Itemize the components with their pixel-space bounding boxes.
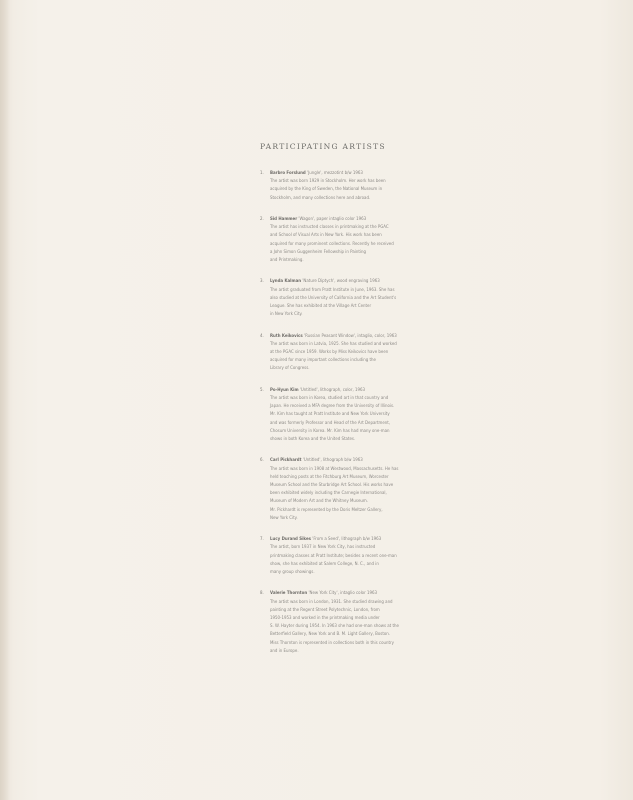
artist-entry [260,535,460,576]
artist-name: Ruth Keikovics [270,332,303,338]
bio-line: held teaching posts at the Fitchburg Art Museum, Worcester [270,473,389,479]
bio-line: The artist was born 1929 in Stockholm. Her work has been [270,178,386,184]
entry-number: 3. [260,278,264,284]
bio-line: The artist graduated from Pratt Institute in June, 1963. She has [270,286,395,292]
artist-name: Carl Pickhardt [270,457,302,463]
bio-line: in New York City. [270,311,303,317]
bio-line: show, she has exhibited at Salem College, N. C., and in [270,560,379,566]
bio-line: The artist was born in Latvia, 1925. She has studied and worked [270,340,397,346]
artist-entry [260,277,460,318]
entry-number: 1. [260,170,264,175]
artwork-title: 'Wagon', paper intaglio color 1963 [298,216,367,221]
entry-headline [270,215,460,223]
bio-line: at the PGAC since 1959. Works by Miss Keikovics have been [270,349,389,355]
artwork-title: 'Russian Peasant Window', intaglio, color, 1963 [303,332,397,338]
entry-headline [270,277,460,285]
artwork-title: 'Untitled', lithograph, color, 1963 [299,386,365,392]
artwork-title: 'Nature Diptych', wood engraving 1963 [302,278,380,284]
bio-line: League. She has exhibited at the Village Art Center [270,303,372,309]
entry-number: 5. [260,386,264,392]
artist-name: Po-Hyun Kim [270,386,299,392]
artist-entries [260,169,460,655]
artist-entry [260,589,460,655]
bio-line: many group showings. [270,569,315,575]
bio-line: The artist has instructed classes in printmaking at the PGAC [270,224,389,230]
bio-line: acquired for many prominent collections. Recently he received [270,240,394,246]
artist-name: Lucy Durand Sikes [270,536,311,542]
bio-line: S. W. Hayter during 1954. In 1963 she had one-man shows at the [270,623,399,629]
bio-line: The artist was born in 1908 at Westwood, Massachusetts. He has [270,465,399,471]
entry-number: 7. [260,536,264,542]
bio-line: and in Europe. [270,647,299,653]
artist-entry [260,169,460,202]
bio-line: The artist was born in Korea, studied art in that country and [270,395,389,401]
entry-headline [270,589,460,597]
bio-line: Betterfield Gallery, New York and B. M. Light Gallery, Boston. [270,631,391,637]
artwork-title: 'From a Seed', lithograph b/w 1963 [312,536,382,542]
bio-line: also studied at the University of California and the Art Student's [270,294,397,300]
bio-line: a John Simon Guggenheim Fellowship in Painting [270,248,366,254]
artist-name: Lynda Kalman [270,278,302,284]
bio-line: printmaking classes at Pratt Institute; besides a recent one-man [270,552,397,558]
artist-entry [260,456,460,522]
bio-line: shows in both Korea and the United States. [270,436,356,442]
bio-line: Museum School and the Sturbridge Art School. His works have [270,482,394,488]
entry-headline [270,332,460,340]
bio-line: The artist was born in London, 1931. She studied drawing and [270,598,393,604]
bio-line: The artist, born 1937 in New York City, has instructed [270,544,376,550]
artist-name: Valerie Thornton [270,590,308,596]
entry-headline [270,456,460,464]
bio-line: and was formerly Professor and Head of the Art Department, [270,419,391,425]
bio-line: Mr. Kim has taught at Pratt Institute and New York University [270,411,390,417]
entry-number: 6. [260,457,264,463]
bio-line: Miss Thornton is represented in collections both in this country [270,639,394,645]
entry-number: 8. [260,590,264,596]
artwork-title: 'Jungle', mezzotint b/w 1963 [307,170,363,175]
bio-line: Library of Congress. [270,365,310,371]
bio-line: and Printmaking. [270,257,304,263]
artist-name: Sid Hammer [270,216,298,221]
entry-headline [270,169,460,177]
artist-entry [260,215,460,264]
entry-headline [270,535,460,543]
bio-line: and School of Visual Arts in New York. His work has been [270,232,382,238]
bio-line: acquired by the King of Sweden, the National Museum in [270,186,383,192]
artist-entry [260,332,460,373]
bio-line: Stockholm, and many collections here and abroad. [270,194,371,200]
bio-line: acquired for many important collections including the [270,357,376,363]
bio-line: Museum of Modern Art and the Whitney Museum. [270,498,368,504]
page-title: PARTICIPATING ARTISTS [260,142,386,151]
page-fold-shadow [0,0,10,800]
bio-line: Mr. Pickhardt is represented by the Doris Meltzer Gallery, [270,506,383,512]
bio-line: Japan. He received a MFA degree from the University of Illinois. [270,403,395,409]
entry-number: 2. [260,216,264,221]
entry-headline [270,386,460,394]
artist-entry [260,386,460,443]
bio-line: New York City. [270,514,298,520]
bio-line: been exhibited widely including the Carnegie International, [270,490,387,496]
artists-list-container [260,142,460,668]
artwork-title: 'Untitled', lithograph b/w 1963 [302,457,363,463]
entry-number: 4. [260,332,264,338]
artist-name: Barbro Forslund [270,170,306,175]
bio-line: painting at the Regent Street Polytechnic, London, from [270,606,380,612]
bio-line: 1950-1953 and worked in the printmaking media under [270,615,380,621]
artwork-title: 'New York City', intaglio color 1963 [308,590,377,596]
bio-line: Chosum University in Korea. Mr. Kim has had many one-man [270,427,390,433]
